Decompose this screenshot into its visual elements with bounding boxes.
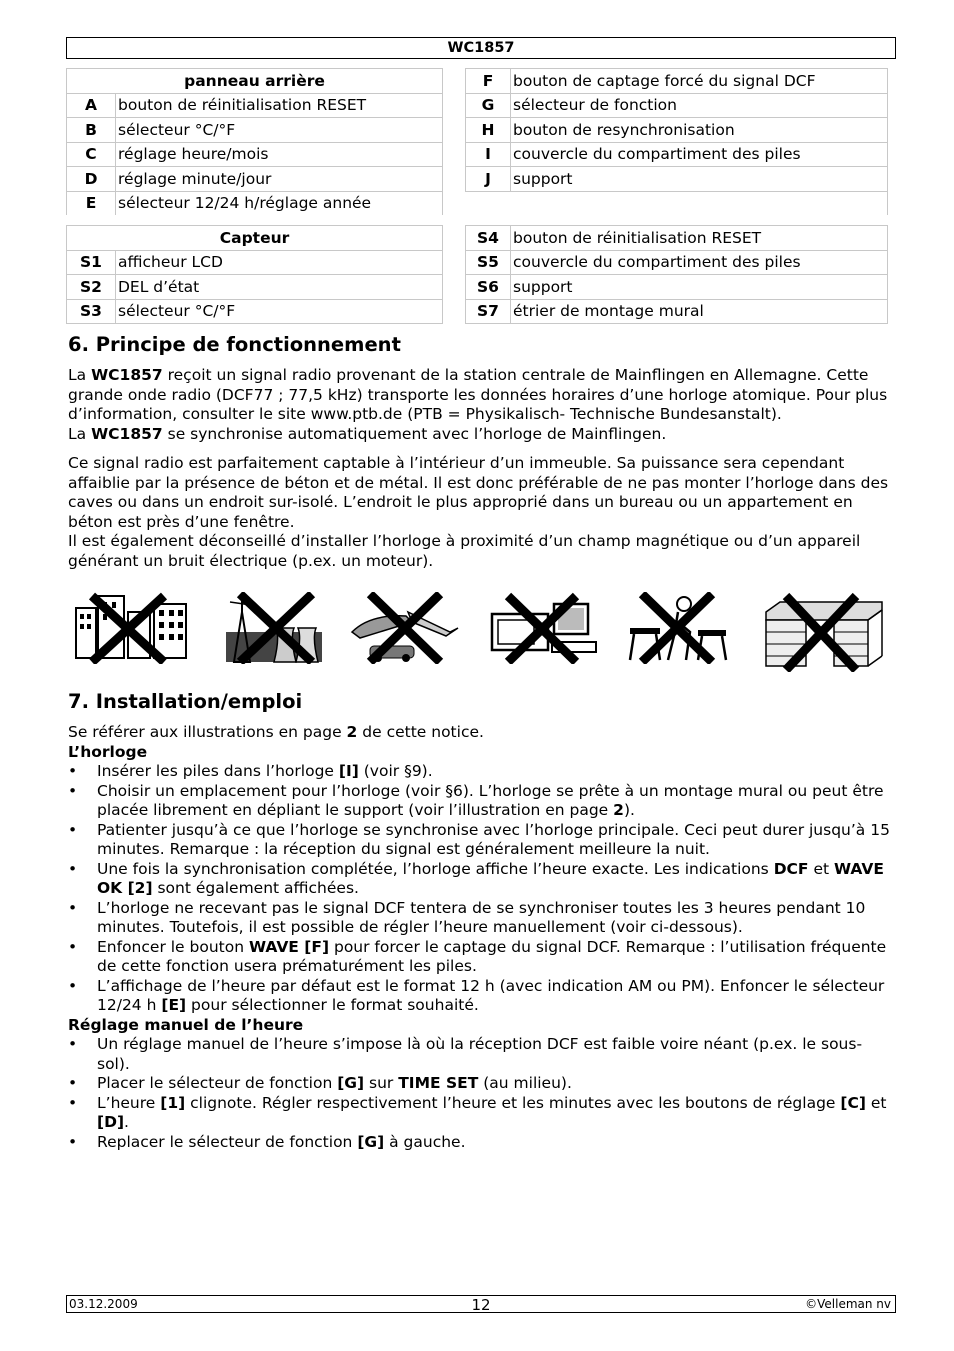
list-item: • L’horloge ne recevant pas le signal DCF tentera de se synchroniser toutes les 3 heures pendant 10 minutes. Toutefois, il est possible de régler l’heure manuellement (voir ci-dessous).	[68, 898, 866, 936]
list-item: • Insérer les piles dans l’horloge [I] (voir §9).	[68, 762, 433, 780]
part-key: C	[67, 142, 116, 167]
part-key: E	[67, 191, 116, 215]
paragraph: Ce signal radio est parfaitement captable à l’intérieur d’un immeuble. Sa puissance sera cependant affaiblie par la présence de béton et de métal. Il est donc préférable de ne pas monter l’horloge dans des caves ou dans un endroit sur-isolé. L’endroit le plus approprié dans un bureau ou un appartement en béton est près d’une fenêtre.	[68, 454, 889, 531]
part-label: bouton de captage forcé du signal DCF	[511, 69, 888, 94]
part-label: bouton de réinitialisation RESET	[116, 93, 443, 118]
part-label: réglage heure/mois	[116, 142, 443, 167]
model-title: WC1857	[447, 40, 515, 56]
document-header	[66, 37, 896, 59]
part-label: DEL d’état	[116, 275, 443, 300]
part-key: F	[466, 69, 511, 94]
subheading-clock: L’horloge	[68, 742, 148, 761]
part-label: afficheur LCD	[116, 250, 443, 275]
section-7-body	[68, 723, 894, 1152]
section-6-body	[68, 366, 894, 571]
part-label: support	[511, 275, 888, 300]
page-number: 12	[471, 1296, 491, 1314]
warning-pictograms	[68, 592, 886, 674]
subheading-manual-setting: Réglage manuel de l’heure	[68, 1015, 304, 1034]
part-label: étrier de montage mural	[511, 299, 888, 324]
footer-date: 03.12.2009	[69, 1297, 138, 1311]
no-power-plant-icon	[224, 592, 324, 664]
list-item: • Patienter jusqu’à ce que l’horloge se synchronise avec l’horloge principale. Ceci peut durer jusqu’à 15 minutes. Remarque : la réception du signal est généralement meilleure la nuit.	[68, 820, 890, 858]
part-key: S1	[67, 250, 116, 275]
page-footer	[66, 1295, 896, 1313]
part-label: réglage minute/jour	[116, 167, 443, 192]
no-metal-furniture-icon	[762, 592, 886, 672]
no-vehicles-icon	[350, 592, 462, 664]
list-item: • Choisir un emplacement pour l’horloge (voir §6). L’horloge se prête à un montage mural ou peut être placée librement en dépliant le support (voir l’illustration en page 2).	[68, 781, 884, 819]
part-label: couvercle du compartiment des piles	[511, 142, 888, 167]
clock-steps-list	[68, 762, 894, 1016]
part-label: sélecteur °C/°F	[116, 299, 443, 324]
part-key: S2	[67, 275, 116, 300]
paragraph: La WC1857 reçoit un signal radio provenant de la station centrale de Mainflingen en Allemagne. Cette grande onde radio (DCF77 ; 77,5 kHz) transporte les données horaires d’une horloge atomique. Pour plus d’information, consulter le site www.ptb.de (PTB = Physikalisch- Technische Bundesanstalt).	[68, 366, 888, 423]
part-label: sélecteur de fonction	[511, 93, 888, 118]
sensor-title: Capteur	[67, 226, 443, 251]
list-item: • L’affichage de l’heure par défaut est le format 12 h (avec indication AM ou PM). Enfoncer le sélecteur 12/24 h [E] pour sélectionner le format souhaité.	[68, 976, 885, 1014]
section-6-heading: 6. Principe de fonctionnement	[68, 333, 401, 356]
list-item: • L’heure [1] clignote. Régler respectivement l’heure et les minutes avec les boutons de réglage [C] et [D].	[68, 1093, 887, 1131]
section-7-heading: 7. Installation/emploi	[68, 690, 303, 713]
list-item: • Replacer le sélecteur de fonction [G] à gauche.	[68, 1132, 466, 1151]
sensor-table	[66, 225, 888, 324]
part-key: S7	[466, 299, 511, 324]
part-key: G	[466, 93, 511, 118]
paragraph: Il est également déconseillé d’installer l’horloge à proximité d’un champ magnétique ou d’un appareil générant un bruit électrique (p.ex. un moteur).	[68, 532, 861, 570]
no-buildings-icon	[72, 592, 190, 664]
part-label: bouton de resynchronisation	[511, 118, 888, 143]
rear-panel-title: panneau arrière	[67, 69, 443, 94]
part-key: S5	[466, 250, 511, 275]
part-key: H	[466, 118, 511, 143]
list-item: • Enfoncer le bouton WAVE [F] pour forcer le captage du signal DCF. Remarque : l’utilisation fréquente de cette fonction usera prématurément les piles.	[68, 937, 887, 975]
part-key: I	[466, 142, 511, 167]
no-construction-icon	[628, 592, 730, 664]
part-key: S4	[466, 226, 511, 251]
part-label: bouton de réinitialisation RESET	[511, 226, 888, 251]
part-key: S6	[466, 275, 511, 300]
part-key: B	[67, 118, 116, 143]
part-key: S3	[67, 299, 116, 324]
part-key: J	[466, 167, 511, 192]
rear-panel-table	[66, 68, 888, 215]
part-key: A	[67, 93, 116, 118]
part-key: D	[67, 167, 116, 192]
list-item: • Une fois la synchronisation complétée, l’horloge affiche l’heure exacte. Les indications DCF et WAVE OK [2] sont également affichées.	[68, 859, 884, 897]
list-item: • Placer le sélecteur de fonction [G] sur TIME SET (au milieu).	[68, 1074, 572, 1092]
paragraph: La WC1857 se synchronise automatiquement avec l’horloge de Mainflingen.	[68, 424, 667, 443]
part-label: sélecteur °C/°F	[116, 118, 443, 143]
part-label: couvercle du compartiment des piles	[511, 250, 888, 275]
manual-steps-list	[68, 1035, 894, 1152]
list-item: • Un réglage manuel de l’heure s’impose là où la réception DCF est faible voire néant (p.ex. le sous-sol).	[68, 1035, 863, 1073]
footer-copyright: ©Velleman nv	[805, 1297, 891, 1311]
part-label: support	[511, 167, 888, 192]
paragraph: Se référer aux illustrations en page 2 de cette notice.	[68, 723, 484, 741]
part-label: sélecteur 12/24 h/réglage année	[116, 191, 443, 215]
no-electronics-icon	[488, 592, 600, 664]
